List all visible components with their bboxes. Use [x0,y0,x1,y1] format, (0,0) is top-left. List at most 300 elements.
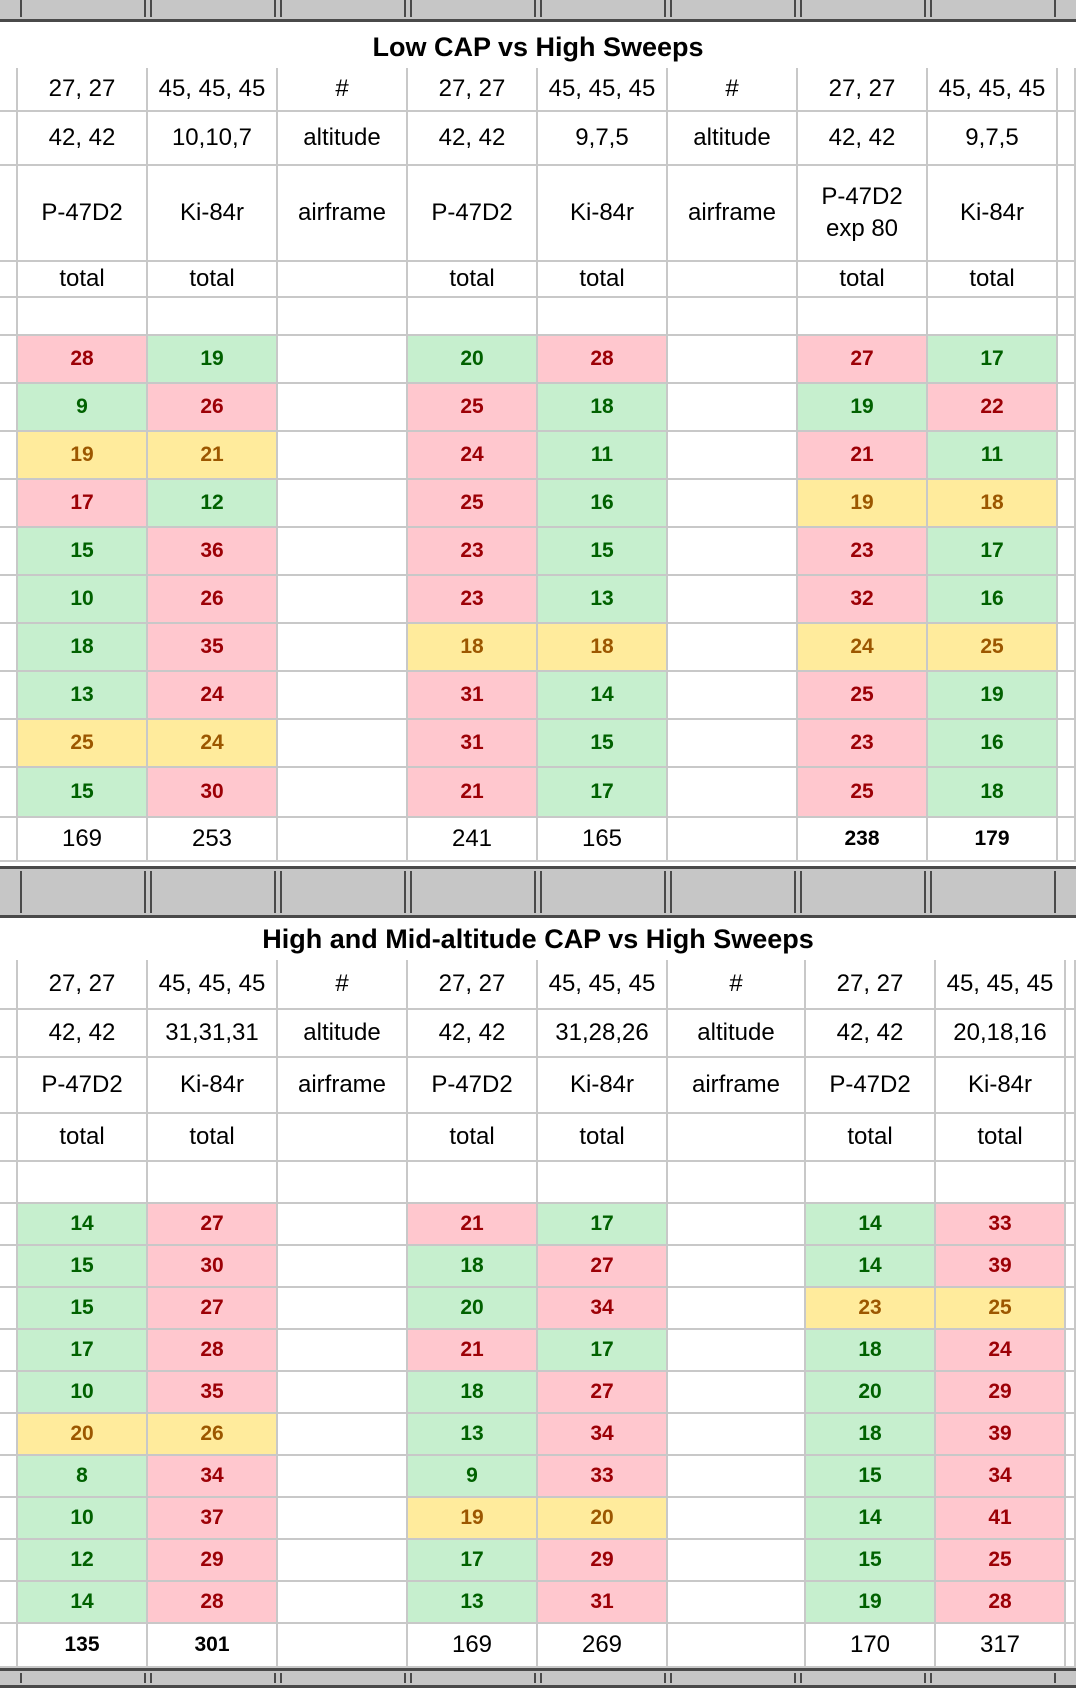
header-total-cell [668,262,798,298]
result-cell: 24 [148,672,278,720]
header-airframe-cell: Ki-84r [148,1058,278,1114]
header-total-cell: total [936,1114,1066,1162]
empty-cell [0,166,18,262]
result-cell: 9 [18,384,148,432]
result-cell: 19 [798,480,928,528]
header-altitude-cell: altitude [278,112,408,166]
header-altitude-cell: 42, 42 [806,1010,936,1058]
empty-cell [1066,1414,1076,1456]
result-cell: 20 [408,1288,538,1330]
header-band-top [0,0,1076,22]
empty-cell [278,818,408,862]
result-cell: 24 [408,432,538,480]
result-cell: 19 [18,432,148,480]
empty-cell [668,1498,806,1540]
result-cell: 15 [18,528,148,576]
result-cell: 41 [936,1498,1066,1540]
header-count-cell: # [668,960,806,1010]
empty-cell [0,336,18,384]
result-cell: 34 [538,1414,668,1456]
result-cell: 27 [538,1246,668,1288]
result-cell: 10 [18,576,148,624]
result-cell: 25 [18,720,148,768]
empty-cell [0,1058,18,1114]
result-cell: 18 [408,1246,538,1288]
empty-cell [408,298,538,336]
empty-cell [0,1414,18,1456]
result-cell: 33 [538,1456,668,1498]
empty-cell [1066,1372,1076,1414]
result-cell: 25 [408,384,538,432]
result-cell: 14 [18,1204,148,1246]
band-segment [540,1673,666,1683]
header-total-cell: total [538,1114,668,1162]
band-segment [150,1673,276,1683]
result-cell: 20 [408,336,538,384]
result-cell: 20 [538,1498,668,1540]
empty-cell [278,432,408,480]
result-cell: 14 [806,1498,936,1540]
band-segment [150,871,276,913]
header-count-cell: 27, 27 [18,960,148,1010]
footer-band-bottom [0,1668,1076,1688]
empty-cell [668,1414,806,1456]
empty-cell [668,432,798,480]
empty-cell [278,1498,408,1540]
result-cell: 14 [806,1246,936,1288]
empty-cell [278,576,408,624]
band-segment [410,1673,536,1683]
empty-cell [0,112,18,166]
band-segment [20,871,146,913]
header-airframe-cell: airframe [278,1058,408,1114]
result-cell: 29 [538,1540,668,1582]
header-total-cell: total [928,262,1058,298]
band-segment [670,1673,796,1683]
empty-cell [668,768,798,818]
band-segment [540,871,666,913]
empty-cell [0,1288,18,1330]
result-cell: 36 [148,528,278,576]
header-airframe-cell: Ki-84r [538,166,668,262]
empty-cell [538,298,668,336]
result-cell: 18 [928,768,1058,818]
empty-cell [1058,768,1076,818]
result-cell: 31 [408,720,538,768]
result-cell: 24 [936,1330,1066,1372]
header-airframe-cell: Ki-84r [538,1058,668,1114]
empty-cell [278,1288,408,1330]
header-count-cell: # [278,960,408,1010]
empty-cell [668,720,798,768]
result-cell: 11 [538,432,668,480]
empty-cell [936,1162,1066,1204]
empty-cell [668,1288,806,1330]
band-segment [20,1673,146,1683]
header-airframe-cell: airframe [668,166,798,262]
result-cell: 23 [806,1288,936,1330]
result-cell: 12 [18,1540,148,1582]
result-cell: 39 [936,1246,1066,1288]
empty-cell [148,298,278,336]
empty-cell [278,1540,408,1582]
header-count-cell: # [278,68,408,112]
result-cell: 30 [148,768,278,818]
empty-cell [0,768,18,818]
header-total-cell: total [18,1114,148,1162]
result-cell: 33 [936,1204,1066,1246]
header-total-cell [668,1114,806,1162]
empty-cell [278,1162,408,1204]
result-cell: 10 [18,1372,148,1414]
band-segment [280,0,406,17]
empty-cell [1066,1624,1076,1668]
empty-cell [278,672,408,720]
empty-cell [1058,262,1076,298]
header-airframe-cell: P-47D2 [408,1058,538,1114]
empty-cell [1066,1582,1076,1624]
result-cell: 32 [798,576,928,624]
empty-cell [278,768,408,818]
empty-cell [0,480,18,528]
result-cell: 16 [538,480,668,528]
result-cell: 21 [408,1204,538,1246]
header-total-cell: total [806,1114,936,1162]
result-cell: 17 [538,1204,668,1246]
result-cell: 18 [408,624,538,672]
result-cell: 19 [148,336,278,384]
result-cell: 18 [538,624,668,672]
result-cell: 13 [538,576,668,624]
empty-cell [798,298,928,336]
header-altitude-cell: 42, 42 [408,1010,538,1058]
empty-cell [1066,960,1076,1010]
header-total-cell: total [798,262,928,298]
header-airframe-cell: Ki-84r [928,166,1058,262]
result-cell: 30 [148,1246,278,1288]
result-cell: 11 [928,432,1058,480]
result-cell: 25 [798,672,928,720]
empty-cell [1058,432,1076,480]
empty-cell [928,298,1058,336]
result-cell: 14 [18,1582,148,1624]
header-airframe-cell: Ki-84r [936,1058,1066,1114]
empty-cell [0,1540,18,1582]
total-cell: 170 [806,1624,936,1668]
empty-cell [0,1114,18,1162]
header-count-cell: 45, 45, 45 [538,960,668,1010]
empty-cell [0,624,18,672]
result-cell: 25 [936,1288,1066,1330]
result-cell: 24 [148,720,278,768]
header-altitude-cell: 42, 42 [18,1010,148,1058]
empty-cell [1058,166,1076,262]
header-altitude-cell: 31,31,31 [148,1010,278,1058]
band-segment [670,0,796,17]
result-cell: 17 [928,528,1058,576]
result-cell: 27 [148,1288,278,1330]
header-count-cell: 45, 45, 45 [936,960,1066,1010]
total-cell: 169 [18,818,148,862]
result-cell: 17 [928,336,1058,384]
result-cell: 23 [408,528,538,576]
empty-cell [668,624,798,672]
header-altitude-cell: altitude [668,112,798,166]
empty-cell [0,576,18,624]
result-cell: 21 [408,768,538,818]
empty-cell [668,1330,806,1372]
result-cell: 34 [148,1456,278,1498]
empty-cell [668,528,798,576]
empty-cell [1066,1498,1076,1540]
band-segment [280,871,406,913]
result-cell: 18 [928,480,1058,528]
result-cell: 29 [936,1372,1066,1414]
result-cell: 27 [798,336,928,384]
result-cell: 22 [928,384,1058,432]
empty-cell [278,298,408,336]
result-cell: 34 [936,1456,1066,1498]
header-count-cell: 27, 27 [408,960,538,1010]
empty-cell [278,1414,408,1456]
header-airframe-cell: P-47D2 [806,1058,936,1114]
empty-cell [278,1246,408,1288]
result-cell: 27 [538,1372,668,1414]
result-cell: 28 [936,1582,1066,1624]
empty-cell [278,480,408,528]
header-airframe-cell: P-47D2 exp 80 [798,166,928,262]
result-cell: 17 [538,768,668,818]
empty-cell [278,1372,408,1414]
result-cell: 15 [806,1540,936,1582]
band-segment [930,871,1056,913]
empty-cell [1066,1058,1076,1114]
empty-cell [1058,298,1076,336]
result-cell: 13 [408,1582,538,1624]
header-count-cell: 27, 27 [806,960,936,1010]
result-cell: 17 [18,1330,148,1372]
empty-cell [0,68,18,112]
result-cell: 14 [538,672,668,720]
empty-cell [0,432,18,480]
total-cell: 317 [936,1624,1066,1668]
empty-cell [1058,68,1076,112]
result-cell: 8 [18,1456,148,1498]
section-title-low-cap: Low CAP vs High Sweeps [0,28,1076,66]
empty-cell [0,1246,18,1288]
empty-cell [278,1456,408,1498]
result-cell: 9 [408,1456,538,1498]
empty-cell [668,576,798,624]
empty-cell [1066,1246,1076,1288]
empty-cell [0,1010,18,1058]
header-count-cell: # [668,68,798,112]
total-cell: 253 [148,818,278,862]
result-cell: 25 [798,768,928,818]
result-cell: 28 [148,1330,278,1372]
result-cell: 13 [408,1414,538,1456]
result-cell: 17 [18,480,148,528]
result-cell: 10 [18,1498,148,1540]
result-cell: 26 [148,1414,278,1456]
result-cell: 25 [408,480,538,528]
header-airframe-cell: Ki-84r [148,166,278,262]
empty-cell [408,1162,538,1204]
header-airframe-cell: airframe [278,166,408,262]
result-cell: 15 [18,1288,148,1330]
result-cell: 34 [538,1288,668,1330]
empty-cell [0,672,18,720]
empty-cell [0,1456,18,1498]
result-cell: 29 [148,1540,278,1582]
section-title-high-mid-cap: High and Mid-altitude CAP vs High Sweeps [0,920,1076,958]
empty-cell [0,384,18,432]
header-altitude-cell: altitude [278,1010,408,1058]
empty-cell [1058,528,1076,576]
band-segment [800,871,926,913]
empty-cell [0,960,18,1010]
empty-cell [278,1624,408,1668]
empty-cell [0,818,18,862]
header-total-cell: total [18,262,148,298]
empty-cell [668,1204,806,1246]
header-altitude-cell: 10,10,7 [148,112,278,166]
band-segment [670,871,796,913]
empty-cell [0,720,18,768]
empty-cell [1066,1288,1076,1330]
result-cell: 28 [18,336,148,384]
result-cell: 19 [806,1582,936,1624]
result-cell: 16 [928,720,1058,768]
header-total-cell: total [538,262,668,298]
empty-cell [668,1624,806,1668]
empty-cell [1058,624,1076,672]
empty-cell [668,1246,806,1288]
band-segment [540,0,666,17]
empty-cell [1066,1456,1076,1498]
band-segment [930,0,1056,17]
header-total-cell [278,1114,408,1162]
empty-cell [1066,1162,1076,1204]
header-count-cell: 27, 27 [18,68,148,112]
result-cell: 27 [148,1204,278,1246]
header-count-cell: 27, 27 [408,68,538,112]
empty-cell [668,818,798,862]
empty-cell [1066,1010,1076,1058]
result-cell: 35 [148,624,278,672]
result-cell: 20 [18,1414,148,1456]
header-count-cell: 45, 45, 45 [538,68,668,112]
result-cell: 35 [148,1372,278,1414]
result-cell: 25 [928,624,1058,672]
result-cell: 39 [936,1414,1066,1456]
empty-cell [0,298,18,336]
header-altitude-cell: 20,18,16 [936,1010,1066,1058]
empty-cell [18,298,148,336]
header-altitude-cell: altitude [668,1010,806,1058]
result-cell: 19 [408,1498,538,1540]
result-cell: 21 [798,432,928,480]
result-cell: 15 [538,720,668,768]
result-cell: 28 [148,1582,278,1624]
band-segment [410,871,536,913]
header-count-cell: 45, 45, 45 [148,68,278,112]
empty-cell [0,1582,18,1624]
header-airframe-cell: P-47D2 [18,1058,148,1114]
empty-cell [278,336,408,384]
empty-cell [1066,1204,1076,1246]
header-airframe-cell: P-47D2 [408,166,538,262]
empty-cell [668,672,798,720]
total-cell: 238 [798,818,928,862]
separator-band [0,866,1076,918]
header-altitude-cell: 42, 42 [798,112,928,166]
result-cell: 18 [538,384,668,432]
empty-cell [278,624,408,672]
header-altitude-cell: 42, 42 [18,112,148,166]
header-count-cell: 45, 45, 45 [928,68,1058,112]
empty-cell [668,480,798,528]
result-cell: 23 [798,528,928,576]
header-total-cell: total [148,262,278,298]
result-cell: 28 [538,336,668,384]
result-cell: 14 [806,1204,936,1246]
result-cell: 18 [806,1330,936,1372]
result-cell: 37 [148,1498,278,1540]
header-altitude-cell: 31,28,26 [538,1010,668,1058]
empty-cell [1058,112,1076,166]
header-total-cell: total [408,262,538,298]
empty-cell [668,1582,806,1624]
total-cell: 179 [928,818,1058,862]
empty-cell [1066,1330,1076,1372]
result-cell: 21 [148,432,278,480]
empty-cell [278,384,408,432]
result-cell: 20 [806,1372,936,1414]
total-cell: 301 [148,1624,278,1668]
band-segment [20,0,146,17]
empty-cell [1066,1114,1076,1162]
result-cell: 19 [928,672,1058,720]
result-cell: 15 [806,1456,936,1498]
total-cell: 241 [408,818,538,862]
header-altitude-cell: 42, 42 [408,112,538,166]
result-cell: 23 [798,720,928,768]
empty-cell [668,1456,806,1498]
empty-cell [1066,1540,1076,1582]
empty-cell [0,1204,18,1246]
empty-cell [278,528,408,576]
header-altitude-cell: 9,7,5 [538,112,668,166]
result-cell: 17 [538,1330,668,1372]
empty-cell [0,1372,18,1414]
empty-cell [278,720,408,768]
result-cell: 15 [18,1246,148,1288]
header-count-cell: 27, 27 [798,68,928,112]
total-cell: 135 [18,1624,148,1668]
header-airframe-cell: P-47D2 [18,166,148,262]
empty-cell [0,1330,18,1372]
header-airframe-cell: airframe [668,1058,806,1114]
result-cell: 16 [928,576,1058,624]
empty-cell [668,1162,806,1204]
empty-cell [1058,576,1076,624]
empty-cell [668,384,798,432]
empty-cell [668,336,798,384]
band-segment [410,0,536,17]
total-cell: 165 [538,818,668,862]
empty-cell [806,1162,936,1204]
